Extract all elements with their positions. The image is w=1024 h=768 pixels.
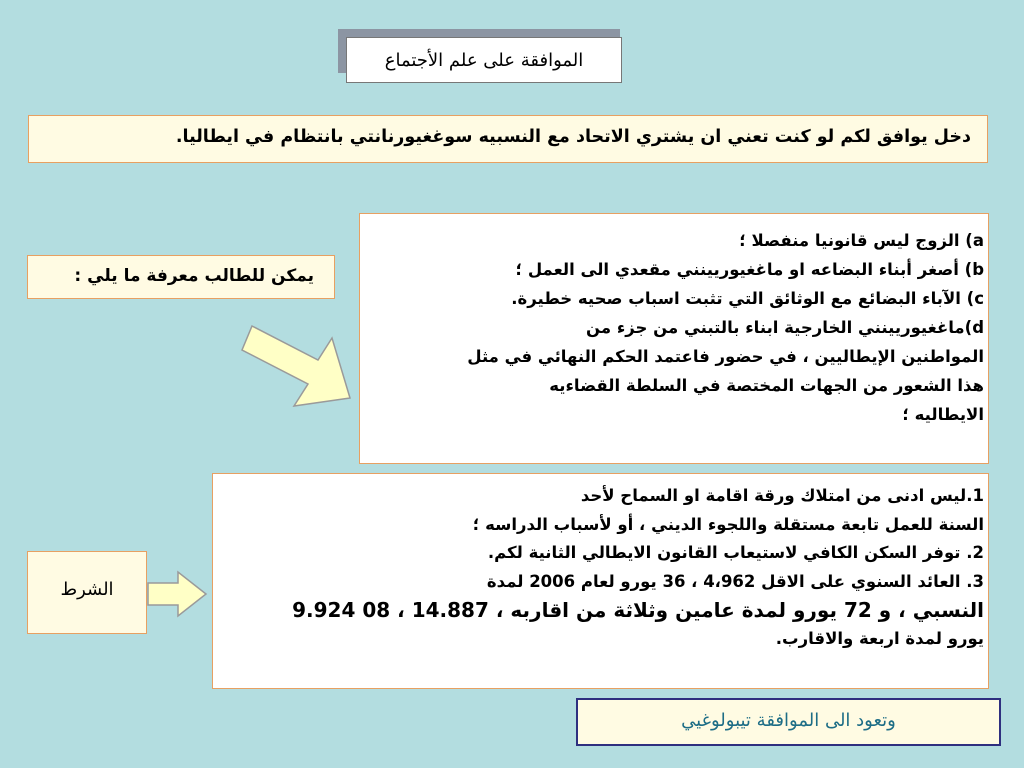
conditions-label: الشرط: [27, 551, 147, 634]
list-item: 1.ليس ادنى من امتلاك ورقة اقامة او السماح لأحد: [580, 486, 984, 505]
list-item: 2. توفر السكن الكافي لاستيعاب القانون الايطالي الثانية لكم.: [487, 543, 984, 562]
list-item: d)ماغغيوريينني الخارجية ابناء بالتبني من جزء من: [586, 318, 984, 337]
right-arrow-icon: [148, 572, 208, 616]
list-item: السنة للعمل تابعة مستقلة واللجوء الديني ، أو لأسباب الدراسه ؛: [472, 514, 984, 534]
list-item: c) الآباء البضائع مع الوثائق التي تثبت اسباب صحيه خطيرة.: [511, 289, 984, 308]
footer-link[interactable]: وتعود الى الموافقة تيبولوغيي: [576, 698, 1001, 746]
conditions-list: [212, 473, 989, 689]
right-arrow-icon: [240, 318, 356, 406]
page-title: الموافقة على علم الأجتماع: [346, 37, 622, 83]
intro-text: دخل يوافق لكم لو كنت تعني ان يشتري الاتحاد مع النسبيه سوغغيورنانتي بانتظام في ايطاليا.: [28, 115, 988, 163]
eligibility-list: [359, 213, 989, 464]
list-item: a) الزوج ليس قانونيا منفصلا ؛: [739, 231, 984, 250]
list-item: 3. العائد السنوي على الاقل 4،962 ، 36 يورو لعام 2006 لمدة: [486, 571, 984, 591]
list-item: الايطاليه ؛: [902, 405, 984, 424]
list-item: هذا الشعور من الجهات المختصة في السلطة القضاءيه: [549, 376, 984, 395]
knowledge-label: يمكن للطالب معرفة ما يلي :: [27, 255, 335, 299]
list-item: المواطنين الإيطاليين ، في حضور فاعتمد الحكم النهائي في مثل: [467, 347, 984, 366]
list-item: b) أصغر أبناء البضاعه او ماغغيوريينني مقعدي الى العمل ؛: [515, 260, 984, 279]
list-item: يورو لمدة اربعة والاقارب.: [775, 628, 984, 648]
list-item: النسبي ، و 72 يورو لمدة عامين وثلاثة من اقاربه ، 14.887 ، 08 9.924: [292, 598, 984, 622]
